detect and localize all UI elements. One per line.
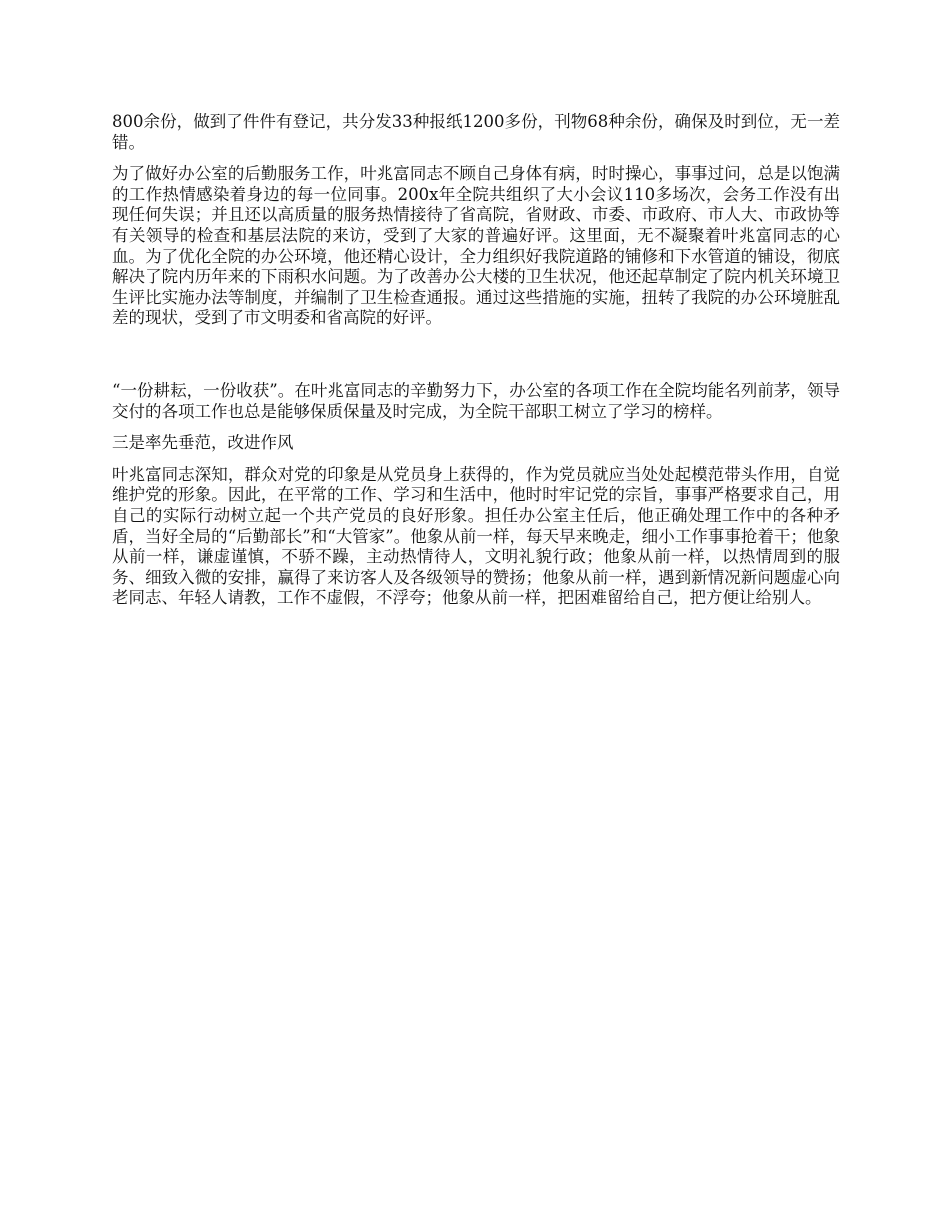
- document-body: [112, 112, 840, 620]
- paragraph-distribution: 800余份，做到了件件有登记，共分发33种报纸1200多份，刊物68种余份，确保及时到位，无一差错。: [112, 112, 840, 152]
- section-heading-lead-by-example: 三是率先垂范，改进作风: [112, 433, 294, 453]
- paragraph-logistics-service: 为了做好办公室的后勤服务工作，叶兆富同志不顾自己身体有病，时时操心，事事过问，总是以饱满的工作热情感染着身边的每一位同事。200x年全院共组织了大小会议110多场次，会务工作没有出现任何失误；并且还以高质量的服务热情接待了省高院，省财政、市委、市政府、市人大、市政协等有关领导的检查和基层法院的来访，受到了大家的普遍好评。这里面，无不凝聚着叶兆富同志的心血。为了优化全院的办公环境，他还精心设计，全力组织好我院道路的铺修和下水管道的铺设，彻底解决了院内历年来的下雨积水问题。为了改善办公大楼的卫生状况，他还起草制定了院内机关环境卫生评比实施办法等制度，并编制了卫生检查通报。通过这些措施的实施，扭转了我院的办公环境脏乱差的现状，受到了市文明委和省高院的好评。: [112, 164, 840, 328]
- paragraph-harvest: “一份耕耘，一份收获”。在叶兆富同志的辛勤努力下，办公室的各项工作在全院均能名列前茅，领导交付的各项工作也总是能够保质保量及时完成，为全院干部职工树立了学习的榜样。: [112, 380, 840, 421]
- paragraph-party-image: 叶兆富同志深知，群众对党的印象是从党员身上获得的，作为党员就应当处处起模范带头作用，自觉维护党的形象。因此，在平常的工作、学习和生活中，他时时牢记党的宗旨，事事严格要求自己，用自己的实际行动树立起一个共产党员的良好形象。担任办公室主任后，他正确处理工作中的各种矛盾，当好全局的“后勤部长”和“大管家”。他象从前一样，每天早来晚走，细小工作事事抢着干；他象从前一样，谦虚谨慎，不骄不躁，主动热情待人，文明礼貌行政；他象从前一样，以热情周到的服务、细致入微的安排，赢得了来访客人及各级领导的赞扬；他象从前一样，遇到新情况新问题虚心向老同志、年轻人请教，工作不虚假，不浮夸；他象从前一样，把困难留给自己，把方便让给别人。: [112, 464, 840, 608]
